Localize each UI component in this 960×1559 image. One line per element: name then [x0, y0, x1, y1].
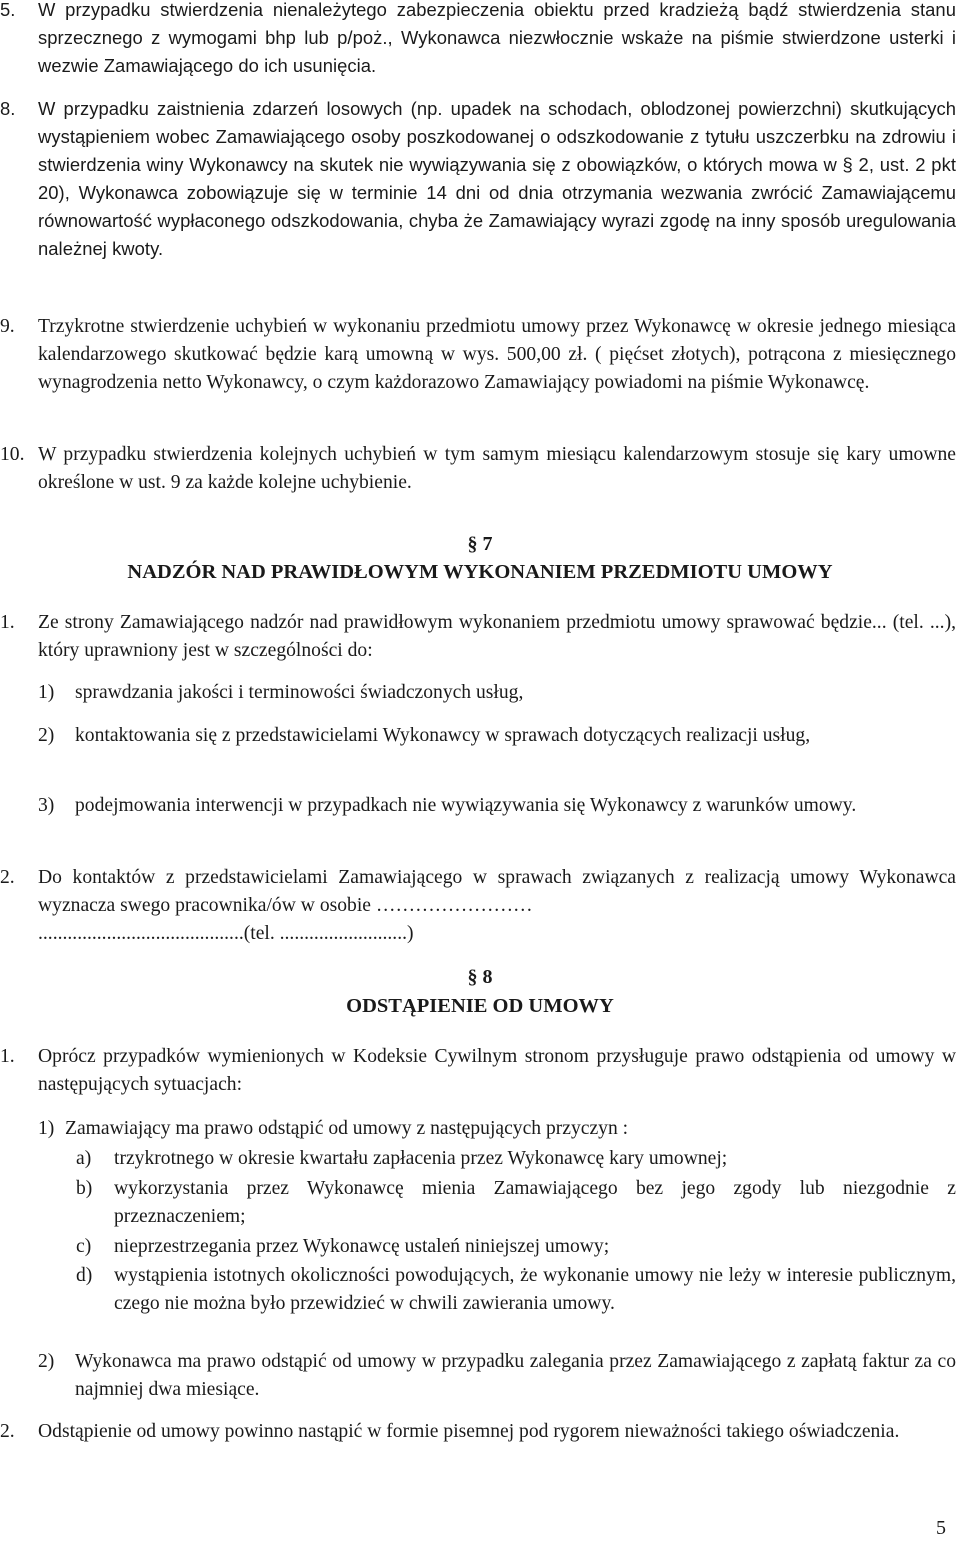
paragraph-number: 9. — [0, 316, 15, 337]
page-number: 5 — [936, 1517, 946, 1539]
subitem-c — [76, 1233, 956, 1261]
subitem-a — [76, 1145, 956, 1173]
section-7-point-1 — [0, 609, 956, 665]
section-8-item-2 — [38, 1348, 956, 1404]
subitem-label: a) — [76, 1148, 92, 1169]
section-7-item-2 — [38, 722, 956, 750]
point-text: Do kontaktów z przedstawicielami Zamawiającego w sprawach związanych z realizacją umowy Wykonawca wyznacza swego pracownika/ów w osobie …………………… — [38, 867, 956, 916]
point-text: Ze strony Zamawiającego nadzór nad prawidłowym wykonaniem przedmiotu umowy sprawować będzie... (tel. ...), który uprawniony jest w szczególności do: — [38, 612, 956, 661]
point-number: 1. — [0, 612, 15, 633]
point-number: 1. — [0, 1046, 15, 1067]
paragraph-text: Trzykrotne stwierdzenie uchybień w wykonaniu przedmiotu umowy przez Wykonawcę w okresie jednego miesiąca kalendarzowego skutkować będzie karą umowną w wys. 500,00 zł. ( pięćset złotych), potrącona z miesięcznego wynagrodzenia netto Wykonawcy, o czym każdorazowo Zamawiający powiadomi na piśmie Wykonawcę. — [38, 316, 956, 393]
subitem-text: trzykrotnego w okresie kwartału zapłacenia przez Wykonawcę kary umownej; — [114, 1148, 728, 1169]
section-8-item-1 — [38, 1115, 956, 1143]
paragraph-number: 8. — [0, 98, 16, 119]
item-label: 3) — [38, 795, 55, 816]
section-7-item-3 — [38, 792, 956, 820]
subitem-text: wystąpienia istotnych okoliczności powodujących, że wykonanie umowy nie leży w interesie publicznym, czego nie można było przewidzieć w chwili zawierania umowy. — [114, 1265, 956, 1314]
item-label: 1) — [38, 1118, 55, 1139]
point-text: Odstąpienie od umowy powinno nastąpić w formie pisemnej pod rygorem nieważności takiego oświadczenia. — [38, 1421, 900, 1442]
section-7-number: § 7 — [467, 533, 493, 555]
section-7-title: NADZÓR NAD PRAWIDŁOWYM WYKONANIEM PRZEDMIOTU UMOWY — [127, 561, 833, 583]
paragraph-text: W przypadku stwierdzenia kolejnych uchybień w tym samym miesiącu kalendarzowym stosuje się kary umowne określone w ust. 9 za każde kolejne uchybienie. — [38, 444, 956, 493]
item-label: 1) — [38, 682, 55, 703]
item-text: sprawdzania jakości i terminowości świadczonych usług, — [75, 682, 524, 703]
paragraph-number: 10. — [0, 444, 25, 465]
subitem-d — [76, 1262, 956, 1318]
item-label: 2) — [38, 725, 55, 746]
subitem-b — [76, 1175, 956, 1231]
section-8-point-1 — [0, 1043, 956, 1099]
section-8-point-2 — [0, 1418, 956, 1446]
paragraph-8 — [0, 95, 956, 263]
subitem-label: d) — [76, 1265, 93, 1286]
point-contact-line: ..........................................(tel. ..........................) — [38, 923, 414, 944]
paragraph-5 — [0, 0, 956, 80]
section-7-point-2 — [0, 864, 956, 948]
paragraph-text: W przypadku stwierdzenia nienależytego zabezpieczenia obiektu przed kradzieżą bądź stwierdzenia stanu sprzecznego z wymogami bhp lub p/poż., Wykonawca niezwłocznie wskaże na piśmie stwierdzone usterki i wezwie Zamawiającego do ich usunięcia. — [38, 0, 956, 76]
point-number: 2. — [0, 1421, 15, 1442]
item-text: kontaktowania się z przedstawicielami Wykonawcy w sprawach dotyczących realizacji usług, — [75, 725, 811, 746]
section-7-item-1 — [38, 679, 956, 707]
item-label: 2) — [38, 1351, 55, 1372]
paragraph-9 — [0, 313, 956, 397]
section-8-title: ODSTĄPIENIE OD UMOWY — [346, 995, 614, 1017]
point-text: Oprócz przypadków wymienionych w Kodeksie Cywilnym stronom przysługuje prawo odstąpienia od umowy w następujących sytuacjach: — [38, 1046, 956, 1095]
item-text: Wykonawca ma prawo odstąpić od umowy w przypadku zalegania przez Zamawiającego z zapłatą faktur za co najmniej dwa miesiące. — [75, 1351, 956, 1400]
subitem-label: c) — [76, 1236, 92, 1257]
subitem-text: wykorzystania przez Wykonawcę mienia Zamawiającego bez jego zgody lub niezgodnie z przeznaczeniem; — [114, 1178, 956, 1227]
paragraph-text: W przypadku zaistnienia zdarzeń losowych (np. upadek na schodach, oblodzonej powierzchni) skutkujących wystąpieniem wobec Zamawiającego osoby poszkodowanej o odszkodowanie z tytułu uszczerbku na zdrowiu i stwierdzenia winy Wykonawcy na skutek nie wywiązywania się z obowiązków, o których mowa w § 2, ust. 2 pkt 20), Wykonawca zobowiązuje się w terminie 14 dni od dnia otrzymania wezwania zwrócić Zamawiającemu równowartość wypłaconego odszkodowania, chyba że Zamawiający wyrazi zgodę na inny sposób uregulowania należnej kwoty. — [38, 98, 956, 259]
subitem-text: nieprzestrzegania przez Wykonawcę ustaleń niniejszej umowy; — [114, 1236, 610, 1257]
section-8-number: § 8 — [467, 966, 493, 988]
point-number: 2. — [0, 867, 15, 888]
item-text: Zamawiający ma prawo odstąpić od umowy z następujących przyczyn : — [65, 1118, 629, 1139]
paragraph-number: 5. — [0, 0, 16, 20]
paragraph-10 — [0, 441, 956, 497]
item-text: podejmowania interwencji w przypadkach nie wywiązywania się Wykonawcy z warunków umowy. — [75, 795, 857, 816]
subitem-label: b) — [76, 1178, 93, 1199]
